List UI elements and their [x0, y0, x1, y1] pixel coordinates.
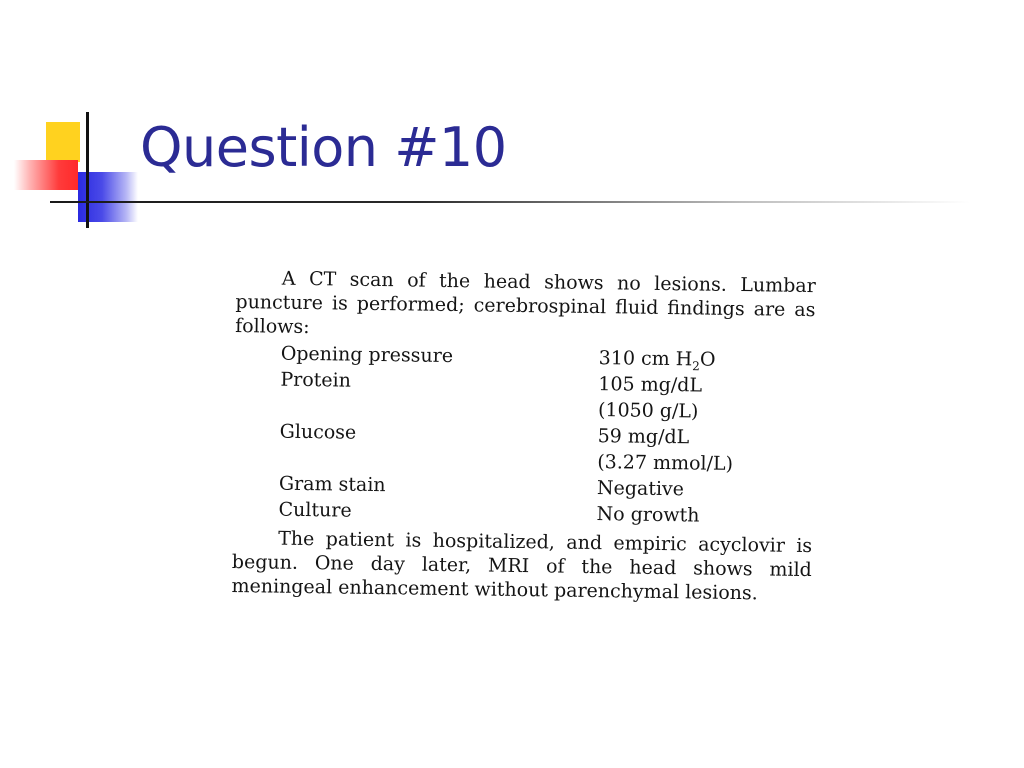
finding-value: Negative [596, 477, 685, 501]
table-row [279, 419, 814, 478]
finding-value [599, 345, 815, 374]
logo-vertical-line [86, 112, 89, 228]
finding-value [597, 423, 814, 478]
question-outro-text: The patient is hospitalized, and empiric acyclovir is begun. One day later, MRI of the head shows mild meningeal enhancement without parenchymal lesions. [231, 527, 813, 605]
question-intro-text: A CT scan of the head shows no lesions. Lumbar puncture is performed; cerebrospinal fluid findings are as follows: [235, 267, 816, 339]
value-text: O [699, 348, 716, 371]
finding-value [598, 371, 815, 426]
slide-title: Question #10 [140, 116, 507, 179]
finding-label: Protein [280, 368, 352, 392]
finding-label: Culture [278, 498, 352, 522]
value-si: (3.27 mmol/L) [597, 451, 734, 475]
table-row [280, 367, 815, 426]
value-primary: 105 mg/dL [598, 373, 703, 397]
title-underline-rule [50, 201, 970, 203]
value-text: 310 cm H [598, 347, 693, 371]
finding-label: Gram stain [278, 472, 386, 497]
logo-red-bar [14, 160, 78, 190]
value-subscript: 2 [692, 359, 700, 374]
finding-value: No growth [596, 503, 700, 527]
finding-label: Opening pressure [280, 342, 454, 368]
value-si: (1050 g/L) [597, 399, 699, 423]
scanned-question-image [231, 266, 816, 606]
csf-findings-table [278, 341, 814, 530]
logo-yellow-square [46, 122, 80, 162]
slide-logo-decoration [0, 0, 140, 230]
finding-label: Glucose [279, 420, 357, 444]
value-primary: 59 mg/dL [597, 425, 690, 449]
